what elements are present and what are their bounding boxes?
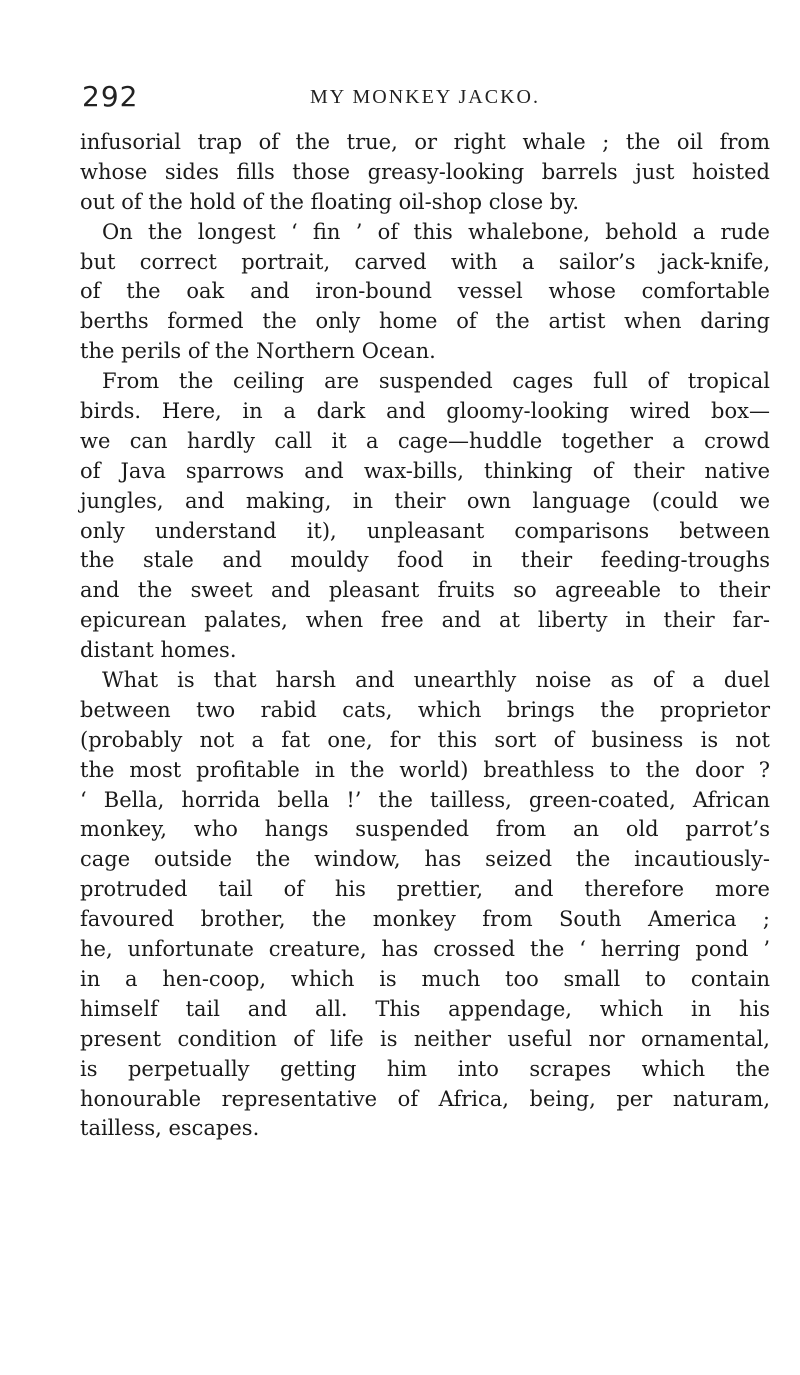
text-line: epicurean palates, when free and at liberty in their far- xyxy=(80,608,770,633)
text-line: he, unfortunate creature, has crossed the ‘ herring pond ’ xyxy=(80,937,770,962)
text-line: is perpetually getting him into scrapes which the xyxy=(80,1056,770,1081)
text-line: protruded tail of his prettier, and therefore more xyxy=(80,877,770,902)
text-line: jungles, and making, in their own language (could we xyxy=(80,488,770,513)
text-line: berths formed the only home of the artist when daring xyxy=(80,309,770,334)
text-line: only understand it), unpleasant comparisons between xyxy=(80,518,770,543)
text-line: birds. Here, in a dark and gloomy-looking wired box— xyxy=(80,399,770,424)
text-line: the stale and mouldy food in their feeding-troughs xyxy=(80,548,770,573)
body-text xyxy=(80,128,770,1144)
text-line: present condition of life is neither useful nor ornamental, xyxy=(80,1026,770,1051)
text-line: and the sweet and pleasant fruits so agreeable to their xyxy=(80,578,770,603)
text-line: the most profitable in the world) breathless to the door ? xyxy=(80,757,770,782)
text-line: cage outside the window, has seized the incautiously- xyxy=(80,847,770,872)
text-line: between two rabid cats, which brings the proprietor xyxy=(80,697,770,722)
text-line: of Java sparrows and wax-bills, thinking of their native xyxy=(80,458,770,483)
text-line: in a hen-coop, which is much too small to contain xyxy=(80,966,770,991)
text-line: but correct portrait, carved with a sailor’s jack-knife, xyxy=(80,249,770,274)
text-line: whose sides fills those greasy-looking barrels just hoisted xyxy=(80,159,770,184)
text-line: monkey, who hangs suspended from an old parrot’s xyxy=(80,817,770,842)
text-line: infusorial trap of the true, or right whale ; the oil from xyxy=(80,130,770,154)
text-line: himself tail and all. This appendage, which in his xyxy=(80,996,770,1021)
text-line: What is that harsh and unearthly noise as of a duel xyxy=(102,668,770,693)
text-line: On the longest ‘ fin ’ of this whalebone, behold a rude xyxy=(102,219,770,244)
page-number: 292 xyxy=(82,80,139,113)
text-line: (probably not a fat one, for this sort of business is not xyxy=(80,727,770,752)
text-line: honourable representative of Africa, being, per naturam, xyxy=(80,1086,770,1111)
text-line: distant homes. xyxy=(80,638,237,663)
text-line: From the ceiling are suspended cages full of tropical xyxy=(102,369,770,394)
text-line: we can hardly call it a cage—huddle together a crowd xyxy=(80,428,770,453)
text-line: out of the hold of the floating oil-shop close by. xyxy=(80,189,579,214)
text-line: favoured brother, the monkey from South America ; xyxy=(80,907,770,932)
text-line: ‘ Bella, horrida bella !’ the tailless, green-coated, African xyxy=(80,787,770,812)
text-line: tailless, escapes. xyxy=(80,1116,260,1141)
text-line: the perils of the Northern Ocean. xyxy=(80,339,436,364)
text-line: of the oak and iron-bound vessel whose comfortable xyxy=(80,279,770,304)
page-header xyxy=(82,80,772,116)
running-head: MY MONKEY JACKO. xyxy=(310,86,540,108)
